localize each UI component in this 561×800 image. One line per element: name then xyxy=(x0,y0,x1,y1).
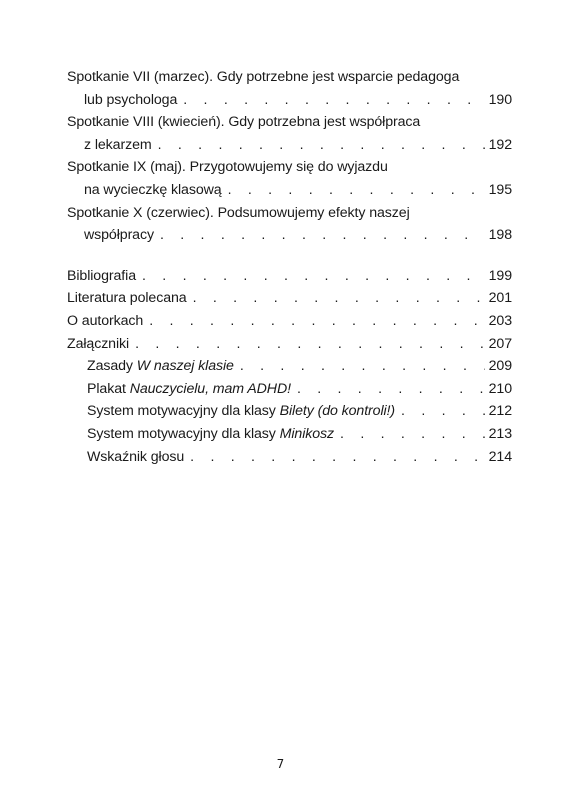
title-italic: Bilety (do kontroli!) xyxy=(279,403,396,420)
page-number: 203 xyxy=(488,312,512,329)
page-number: 210 xyxy=(488,380,512,397)
toc-entry-title: Spotkanie IX (maj). Przygotowujemy się do wyjazdu xyxy=(67,159,388,176)
toc-entry-title: Bibliografia xyxy=(67,267,136,284)
toc-entry-title: O autorkach xyxy=(67,312,144,329)
dot-leader xyxy=(142,265,485,288)
toc-entry-title xyxy=(87,378,291,401)
page-number: 201 xyxy=(488,290,512,307)
dot-leader xyxy=(135,333,485,356)
dot-leader xyxy=(158,134,485,157)
toc-entry-attachment xyxy=(67,355,512,378)
page-number: 207 xyxy=(488,335,512,352)
dot-leader xyxy=(340,423,485,446)
toc-entry-attachment xyxy=(67,446,512,469)
toc-entry-title: Załączniki xyxy=(67,335,130,352)
page-number: 198 xyxy=(488,227,512,244)
page-folio: 7 xyxy=(276,757,285,771)
page-number: 190 xyxy=(488,91,512,108)
toc-entry-section xyxy=(67,287,512,310)
toc-entry-title: Spotkanie VIII (kwiecień). Gdy potrzebna jest współpraca xyxy=(67,114,421,131)
dot-leader xyxy=(297,378,485,401)
toc-entry-attachment xyxy=(67,400,512,423)
toc-entry-section xyxy=(67,333,512,356)
toc-entry-meeting xyxy=(67,111,512,156)
toc-entry-title: Spotkanie X (czerwiec). Podsumowujemy efekty naszej xyxy=(67,204,410,221)
title-italic: Minikosz xyxy=(279,425,335,442)
toc-entry-title xyxy=(87,446,184,469)
page-number: 212 xyxy=(488,403,512,420)
section-spacer xyxy=(67,247,512,265)
toc-entry-attachment xyxy=(67,378,512,401)
dot-leader xyxy=(149,310,484,333)
toc-entry-title xyxy=(87,400,395,423)
toc-entry-meeting xyxy=(67,66,512,111)
dot-leader xyxy=(240,355,485,378)
toc-entry-title xyxy=(87,423,334,446)
toc-entry-title: Spotkanie VII (marzec). Gdy potrzebne jest wsparcie pedagoga xyxy=(67,69,460,85)
toc-entry-section xyxy=(67,265,512,288)
page-number: 209 xyxy=(488,358,512,375)
toc-entry-title xyxy=(87,355,234,378)
page-number: 199 xyxy=(488,267,512,284)
toc-entry-title-cont: lub psychologa xyxy=(84,91,178,108)
dot-leader xyxy=(228,179,485,202)
toc-entry-section xyxy=(67,310,512,333)
table-of-contents xyxy=(67,66,512,468)
toc-entry-meeting xyxy=(67,156,512,201)
title-prefix: Zasady xyxy=(87,358,137,375)
title-italic: Nauczycielu, mam ADHD! xyxy=(129,380,291,397)
page-number: 192 xyxy=(488,136,512,153)
toc-entry-title-cont: na wycieczkę klasową xyxy=(84,181,222,198)
toc-entry-attachment xyxy=(67,423,512,446)
page-number: 213 xyxy=(488,425,512,442)
title-prefix: Wskaźnik głosu xyxy=(87,448,185,465)
title-italic: W naszej klasie xyxy=(136,358,234,375)
dot-leader xyxy=(193,287,485,310)
title-prefix: System motywacyjny dla klasy xyxy=(87,425,280,442)
dot-leader xyxy=(401,400,485,423)
title-prefix: Plakat xyxy=(87,380,130,397)
page-number: 214 xyxy=(488,448,512,465)
toc-entry-title: Literatura polecana xyxy=(67,290,187,307)
toc-entry-meeting xyxy=(67,202,512,247)
page-number: 195 xyxy=(488,181,512,198)
toc-entry-title-cont: współpracy xyxy=(84,227,154,244)
title-prefix: System motywacyjny dla klasy xyxy=(87,403,280,420)
toc-entry-title-cont: z lekarzem xyxy=(84,136,152,153)
dot-leader xyxy=(160,224,485,247)
dot-leader xyxy=(190,446,484,469)
dot-leader xyxy=(183,89,484,112)
